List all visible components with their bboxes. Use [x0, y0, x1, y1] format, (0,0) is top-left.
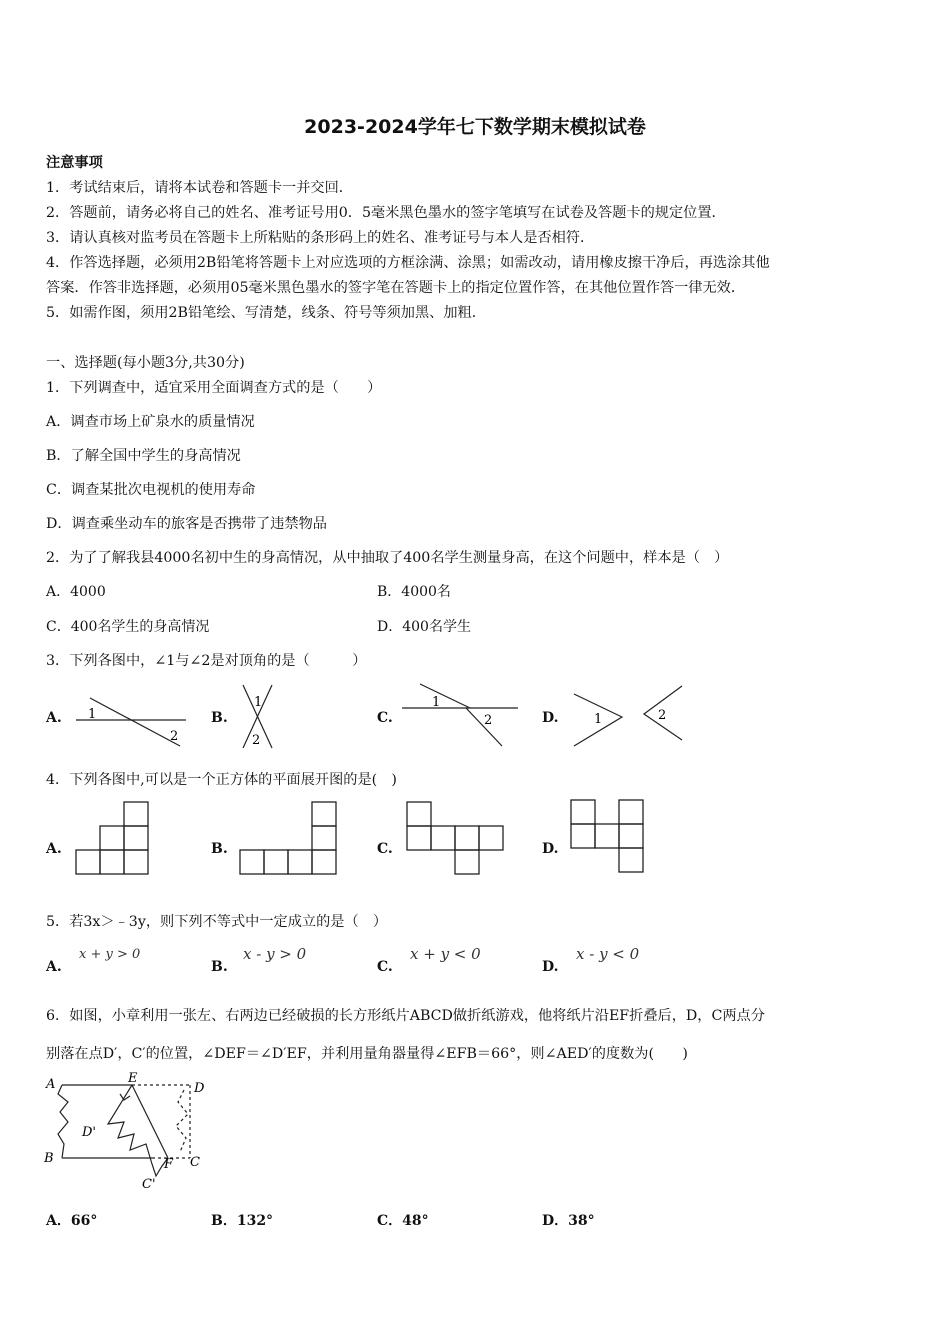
q3-figure-a [74, 692, 189, 750]
q4-figure-d [571, 799, 647, 875]
q4-figure-c [407, 801, 507, 875]
q3-b-angle1-label: 1 [254, 695, 263, 710]
q6-stem-line1: 6．如图，小章利用一张左、右两边已经破损的长方形纸片ABCD做折纸游戏，他将纸片沿EF折叠后，D，C两点分 [46, 1008, 765, 1024]
q4-label-c: C. [377, 841, 393, 857]
q3-figure-c [402, 682, 522, 750]
notice-item: 3．请认真核对监考员在答题卡上所粘贴的条形码上的姓名、准考证号与本人是否相符． [46, 230, 595, 246]
q1-option-c: C．调查某批次电视机的使用寿命 [46, 482, 256, 498]
q2-option-a: A．4000 [46, 584, 106, 600]
q5-expr-b: x - y > 0 [243, 945, 307, 963]
q3-label-a: A. [46, 710, 62, 726]
notice-item: 5．如需作图，须用2B铅笔绘、写清楚，线条、符号等须加黑、加粗． [46, 305, 486, 321]
q6-option-b: B．132° [211, 1213, 274, 1229]
section-heading: 一、选择题(每小题3分,共30分) [46, 355, 245, 371]
q6-option-d: D．38° [542, 1213, 595, 1229]
notice-heading: 注意事项 [46, 155, 103, 171]
q4-stem: 4．下列各图中,可以是一个正方体的平面展开图的是( ) [46, 772, 397, 788]
q6-point-cprime: C' [142, 1177, 156, 1192]
q1-option-d: D．调查乘坐动车的旅客是否携带了违禁物品 [46, 516, 327, 532]
q6-point-c: C [190, 1155, 200, 1170]
q3-d-angle2-label: 2 [658, 708, 667, 723]
q4-label-d: D. [542, 841, 559, 857]
q5-label-a: A. [46, 959, 62, 975]
q3-figure-b [238, 682, 278, 752]
q3-d-angle1-label: 1 [594, 712, 603, 727]
page-title: 2023-2024学年七下数学期末模拟试卷 [304, 116, 646, 138]
q3-stem: 3．下列各图中，∠1与∠2是对顶角的是（ ） [46, 653, 367, 669]
q5-stem: 5．若3x＞﹣3y，则下列不等式中一定成立的是（ ） [46, 914, 388, 930]
q4-label-b: B. [211, 841, 228, 857]
q6-figure [44, 1072, 214, 1194]
q6-point-d: D [194, 1081, 205, 1096]
q3-label-d: D. [542, 710, 559, 726]
q2-option-b: B．4000名 [377, 584, 451, 600]
q5-expr-a: x + y > 0 [79, 947, 141, 962]
q3-c-angle2-label: 2 [484, 713, 493, 728]
notice-item: 答案．作答非选择题，必须用05毫米黑色墨水的签字笔在答题卡上的指定位置作答，在其他位置作答一律无效． [46, 280, 746, 296]
q1-stem: 1．下列调查中，适宜采用全面调查方式的是（ ） [46, 380, 382, 396]
q3-c-angle1-label: 1 [432, 695, 441, 710]
q6-point-b: B [44, 1151, 54, 1166]
q2-option-c: C．400名学生的身高情况 [46, 619, 210, 635]
q4-figure-b [240, 801, 340, 875]
notice-item: 2．答题前，请务必将自己的姓名、准考证号用0．5毫米黑色墨水的签字笔填写在试卷及答题卡的规定位置． [46, 205, 726, 221]
q3-b-angle2-label: 2 [252, 733, 261, 748]
notice-item: 4．作答选择题，必须用2B铅笔将答题卡上对应选项的方框涂满、涂黑；如需改动，请用橡皮擦干净后，再选涂其他 [46, 255, 770, 271]
q1-option-b: B．了解全国中学生的身高情况 [46, 448, 241, 464]
q4-figure-a [76, 801, 152, 875]
q5-label-c: C. [377, 959, 393, 975]
q2-option-d: D．400名学生 [377, 619, 471, 635]
q1-option-a: A．调查市场上矿泉水的质量情况 [46, 414, 255, 430]
q6-point-f: F [164, 1157, 174, 1172]
q6-option-a: A．66° [46, 1213, 98, 1229]
q6-point-dprime: D' [82, 1125, 96, 1140]
q2-stem: 2．为了了解我县4000名初中生的身高情况，从中抽取了400名学生测量身高，在这个问题中，样本是（ ） [46, 550, 729, 566]
q5-label-d: D. [542, 959, 559, 975]
q5-expr-d: x - y < 0 [576, 945, 640, 963]
q4-label-a: A. [46, 841, 62, 857]
q3-a-angle2-label: 2 [170, 729, 179, 744]
q6-point-e: E [128, 1071, 138, 1086]
q3-figure-d [570, 684, 686, 750]
notice-item: 1．考试结束后，请将本试卷和答题卡一并交回． [46, 180, 353, 196]
q6-stem-line2: 别落在点D′，C′的位置，∠DEF＝∠D′EF，并利用量角器量得∠EFB＝66°，则∠AED′的度数为( ) [46, 1046, 688, 1062]
q3-a-angle1-label: 1 [88, 707, 97, 722]
q3-label-b: B. [211, 710, 228, 726]
q6-option-c: C．48° [377, 1213, 429, 1229]
q3-label-c: C. [377, 710, 393, 726]
q5-label-b: B. [211, 959, 228, 975]
q6-point-a: A [46, 1077, 56, 1092]
q5-expr-c: x + y < 0 [410, 945, 481, 963]
